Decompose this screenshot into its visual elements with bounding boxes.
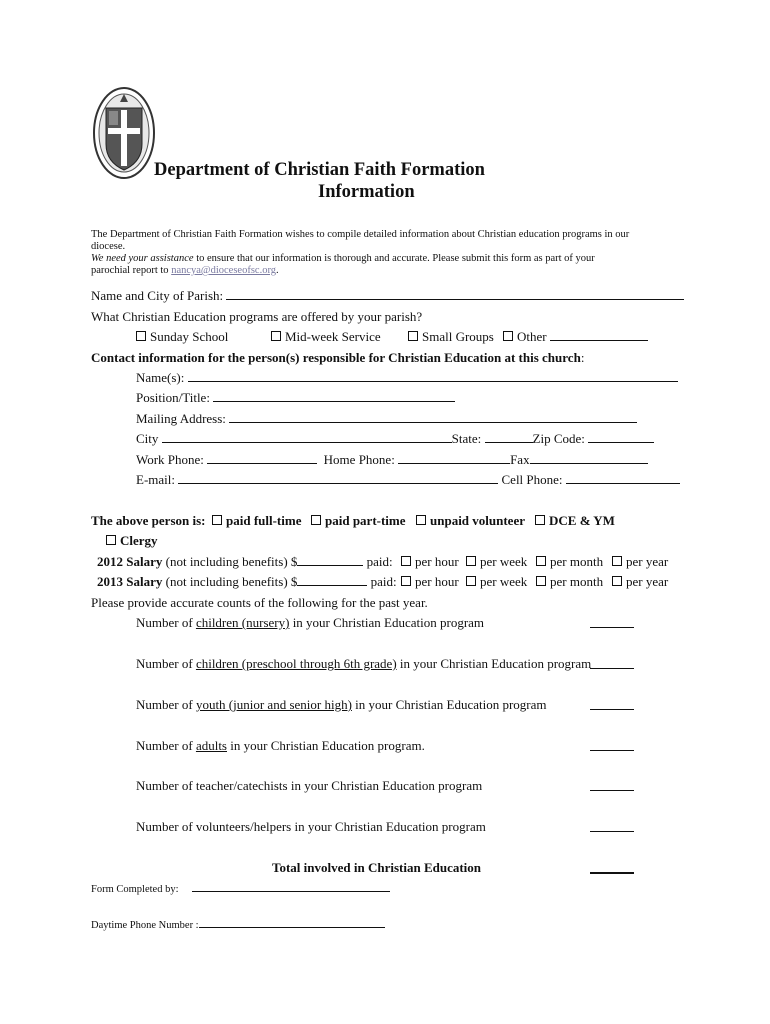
option-label: per month (550, 554, 604, 569)
status-paid-parttime[interactable] (311, 513, 406, 529)
intro-line-2: diocese. (91, 241, 126, 252)
fax-input[interactable] (530, 452, 648, 464)
intro-line-1: The Department of Christian Faith Formation wishes to compile detailed information about Christian education programs in our (91, 229, 630, 240)
work-phone-label: Work Phone: (136, 452, 204, 467)
salary-note: (not including benefits) $ (162, 574, 298, 589)
option-label: paid part-time (325, 513, 406, 528)
count-item (136, 697, 547, 713)
names-input[interactable] (188, 370, 678, 382)
state-input[interactable] (485, 431, 533, 443)
parish-field (91, 288, 684, 304)
salary-row-2012 (97, 554, 393, 570)
daytime-label: Daytime Phone Number : (91, 920, 199, 931)
email-input[interactable] (178, 472, 498, 484)
mailing-field (136, 411, 637, 427)
work-phone-input[interactable] (207, 452, 317, 464)
status-label: The above person is: (91, 513, 206, 528)
diocese-seal (92, 86, 156, 185)
home-phone-label: Home Phone: (323, 452, 395, 467)
count-input[interactable] (590, 616, 634, 628)
email-label: E-mail: (136, 472, 175, 487)
position-input[interactable] (213, 390, 455, 402)
checkbox-icon[interactable] (311, 515, 321, 525)
count-item (136, 819, 486, 835)
program-option-small-groups[interactable] (408, 329, 494, 345)
completed-by-field (91, 880, 390, 895)
checkbox-icon[interactable] (612, 556, 622, 566)
option-label: Clergy (120, 533, 158, 548)
checkbox-icon[interactable] (466, 556, 476, 566)
program-option-other[interactable] (503, 329, 648, 345)
intro-text: to ensure that our information is thorough and accurate. Please submit this form as part of your (193, 253, 595, 264)
checkbox-icon[interactable] (466, 576, 476, 586)
count-underlined: children (preschool through 6th grade) (195, 656, 397, 671)
page-subtitle: Information (318, 182, 415, 202)
contact-heading-text: Contact information for the person(s) responsible for Christian Education at this church (91, 350, 581, 365)
intro-period: . (276, 265, 279, 276)
completed-label: Form Completed by: (91, 884, 179, 895)
program-option-sunday[interactable] (136, 329, 228, 345)
assist-emphasis: We need your assistance (91, 253, 194, 264)
checkbox-icon[interactable] (612, 576, 622, 586)
intro-line-3 (91, 253, 595, 264)
option-label: DCE & YM (549, 513, 615, 528)
names-field (136, 370, 678, 386)
program-option-midweek[interactable] (271, 329, 381, 345)
count-input[interactable] (590, 820, 634, 832)
status-clergy[interactable] (106, 533, 158, 549)
checkbox-icon[interactable] (535, 515, 545, 525)
state-label: State: (451, 431, 482, 446)
count-input[interactable] (590, 657, 634, 669)
salary-year: 2013 Salary (97, 574, 163, 589)
count-item (136, 656, 591, 672)
checkbox-icon[interactable] (136, 331, 146, 341)
status-paid-fulltime[interactable] (212, 513, 301, 529)
parish-label: Name and City of Parish: (91, 288, 224, 303)
option-label: Small Groups (422, 329, 494, 344)
position-label: Position/Title: (136, 390, 210, 405)
counts-intro: Please provide accurate counts of the following for the past year. (91, 595, 428, 610)
count-text: Number of (136, 697, 196, 712)
count-text: in your Christian Education program (351, 697, 547, 712)
mailing-label: Mailing Address: (136, 411, 226, 426)
checkbox-icon[interactable] (408, 331, 418, 341)
salary-2012-per-month[interactable] (536, 554, 603, 570)
seal-icon (92, 86, 156, 180)
option-label: per hour (415, 574, 459, 589)
daytime-phone-field (91, 916, 385, 931)
salary-2012-per-hour[interactable] (401, 554, 459, 570)
salary-2013-per-hour[interactable] (401, 574, 459, 590)
zip-input[interactable] (588, 431, 654, 443)
count-text: in your Christian Education program (289, 615, 485, 630)
option-label: paid full-time (226, 513, 302, 528)
salary-2013-per-month[interactable] (536, 574, 603, 590)
count-item (136, 615, 484, 631)
completed-input[interactable] (192, 880, 390, 892)
option-label: Other (517, 329, 547, 344)
position-field (136, 390, 455, 406)
city-input[interactable] (162, 431, 452, 443)
contact-heading (91, 350, 584, 366)
salary-input[interactable] (297, 554, 363, 566)
salary-year: 2012 Salary (97, 554, 163, 569)
option-label: per year (626, 554, 669, 569)
option-label: per month (550, 574, 604, 589)
total-label: Total involved in Christian Education (272, 860, 482, 875)
parish-input[interactable] (226, 288, 684, 300)
checkbox-icon[interactable] (536, 556, 546, 566)
count-underlined: youth (junior and senior high) (195, 697, 352, 712)
count-text: Number of (136, 656, 196, 671)
zip-label: Zip Code: (532, 431, 585, 446)
count-underlined: adults (195, 738, 227, 753)
count-input[interactable] (590, 698, 634, 710)
intro-line-4 (91, 265, 279, 276)
city-label: City (136, 431, 159, 446)
salary-note: (not including benefits) $ (162, 554, 298, 569)
option-label: per week (480, 574, 528, 589)
mailing-input[interactable] (229, 411, 637, 423)
count-text: Number of (136, 738, 196, 753)
checkbox-icon[interactable] (416, 515, 426, 525)
checkbox-icon[interactable] (503, 331, 513, 341)
salary-2012-per-week[interactable] (466, 554, 527, 570)
contact-heading-colon: : (580, 350, 585, 365)
cell-input[interactable] (566, 472, 680, 484)
salary-row-2013 (97, 574, 397, 590)
home-phone-input[interactable] (398, 452, 510, 464)
checkbox-icon[interactable] (106, 535, 116, 545)
checkbox-icon[interactable] (401, 556, 411, 566)
count-text: in your Christian Education program (396, 656, 592, 671)
count-item (136, 778, 482, 794)
salary-input[interactable] (297, 574, 367, 586)
count-input[interactable] (590, 739, 634, 751)
page-title: Department of Christian Faith Formation (154, 160, 485, 180)
status-dce-ym[interactable] (535, 513, 615, 529)
count-text: Number of (136, 615, 196, 630)
count-item (136, 738, 425, 754)
salary-2013-per-week[interactable] (466, 574, 527, 590)
salary-2013-per-year[interactable] (612, 574, 668, 590)
email-link[interactable]: nancya@dioceseofsc.org (171, 265, 276, 276)
count-underlined: children (nursery) (195, 615, 290, 630)
option-label: per year (626, 574, 669, 589)
count-text: Number of teacher/catechists in your Christian Education program (136, 778, 483, 793)
cell-label: Cell Phone: (501, 472, 563, 487)
email-field (136, 472, 680, 488)
checkbox-icon[interactable] (271, 331, 281, 341)
names-label: Name(s): (136, 370, 185, 385)
count-text: in your Christian Education program. (227, 738, 425, 753)
other-input[interactable] (550, 329, 648, 341)
option-label: Mid-week Service (285, 329, 381, 344)
paid-label: paid: (366, 554, 393, 569)
daytime-input[interactable] (199, 916, 385, 928)
phone-field (136, 452, 648, 468)
option-label: per hour (415, 554, 459, 569)
total-input[interactable] (590, 861, 634, 874)
checkbox-icon[interactable] (212, 515, 222, 525)
checkbox-icon[interactable] (401, 576, 411, 586)
option-label: per week (480, 554, 528, 569)
city-field (136, 431, 654, 447)
checkbox-icon[interactable] (536, 576, 546, 586)
paid-label: paid: (370, 574, 397, 589)
intro-text: parochial report to (91, 265, 172, 276)
fax-label: Fax (510, 452, 530, 467)
count-input[interactable] (590, 779, 634, 791)
option-label: unpaid volunteer (430, 513, 525, 528)
option-label: Sunday School (150, 329, 229, 344)
programs-question: What Christian Education programs are offered by your parish? (91, 309, 423, 324)
salary-2012-per-year[interactable] (612, 554, 668, 570)
count-text: Number of volunteers/helpers in your Christian Education program (136, 819, 486, 834)
status-unpaid-volunteer[interactable] (416, 513, 525, 529)
